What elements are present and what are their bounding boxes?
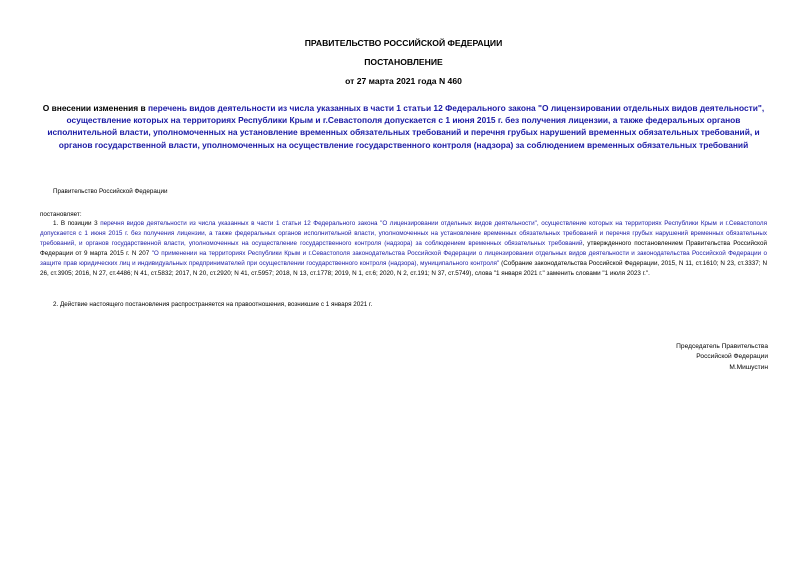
- signature-block: [676, 342, 768, 373]
- decrees-text: постановляет:: [40, 211, 82, 218]
- document-title: [40, 102, 767, 151]
- p1-middle: , утвержденного постановлением Правительства Российской Федерации от 9 марта 2015 г. N 207: [40, 240, 767, 258]
- p1-end: (Собрание законодательства Российской Федерации, 2015, N 11, ст.1610; N 23, ст.3337; N 26, ст.3905; 2016, N 27, ст.4486; N 41, ст.5832; 2017, N 20, ст.2920; N 41, ст.5957; 2018, N 13, ст.1778; 2019, N 1, ст.6; 2020, N 2, ст.191; N 37, ст.5749), слова "1 января 2021 г." заменить словами "1 июля 2023 г.".: [40, 260, 767, 278]
- document-date-number: от 27 марта 2021 года N 460: [345, 76, 462, 86]
- signature-organization: Российской Федерации: [696, 353, 768, 361]
- paragraph-1: [40, 219, 767, 280]
- p1-list-link[interactable]: перечня видов деятельности из числа указанных в части 1 статьи 12 Федерального закона "О лицензировании отдельных видов деятельности", осуществление которых на территориях Республики Крым и г.Севастополя допускается с 1 июня 2015 г. без получения лицензии, а также федеральных органов исполнительной власти, уполномоченных на установление временных обязательных требований и перечня грубых нарушений временных обязательных требований, и органов государственной власти, уполномоченных на осуществление государственного контроля (надзора) за соблюдением временных обязательных требований: [40, 220, 767, 248]
- government-name: ПРАВИТЕЛЬСТВО РОССИЙСКОЙ ФЕДЕРАЦИИ: [304, 38, 503, 48]
- signature-name: М.Мишустин: [729, 363, 768, 371]
- title-link[interactable]: перечень видов деятельности из числа указанных в части 1 статьи 12 Федерального закона "О лицензировании отдельных видов деятельности", осуществление которых на территориях Республики Крым и г.Севастополя допускается с 1 июня 2015 г. без получения лицензии, а также федеральных органов исполнительной власти, уполномоченных на установление временных обязательных требований и перечня грубых нарушений временных обязательных требований, и органов государственной власти, уполномоченных на осуществление государственного контроля (надзора) за соблюдением временных обязательных требований: [47, 103, 765, 150]
- issuer-text: Правительство Российской Федерации: [53, 188, 168, 195]
- title-prefix: О внесении изменения в: [42, 103, 148, 113]
- p1-start: 1. В позиции 3: [53, 220, 101, 227]
- signature-position: Председатель Правительства: [676, 343, 768, 350]
- document-type: ПОСТАНОВЛЕНИЕ: [364, 57, 443, 67]
- paragraph-2: 2. Действие настоящего постановления распространяется на правоотношения, возникшие с 1 января 2021 г.: [53, 301, 373, 308]
- p1-decree-link[interactable]: "О применении на территориях Республики Крым и г.Севастополя законодательства Российской Федерации о лицензировании отдельных видов деятельности и законодательства Российской Федерации о защите прав юридических лиц и индивидуальных предпринимателей при осуществлении государственного контроля (надзора), муниципального контроля": [40, 250, 767, 268]
